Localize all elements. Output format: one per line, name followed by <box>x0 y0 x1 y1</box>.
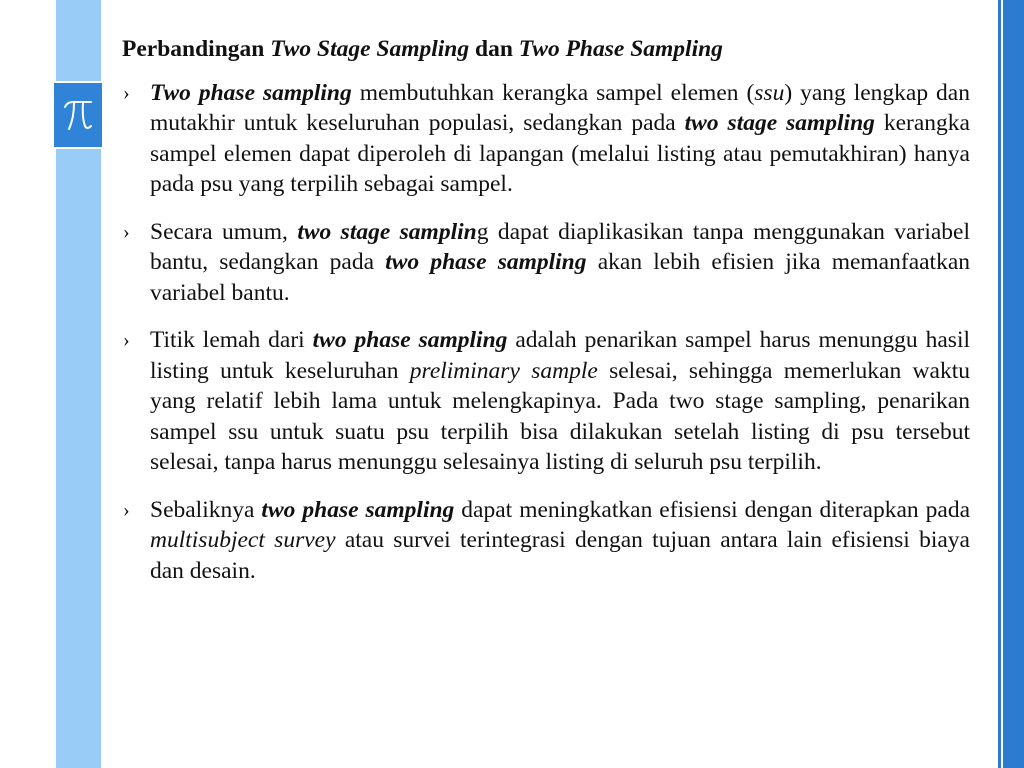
title-text: dan <box>469 36 519 62</box>
item-text: akan lebih efisien jika memanfaatkan variabel bantu. <box>150 249 971 306</box>
bullet-item-2 <box>122 217 970 309</box>
item-text: dapat meningkatkan efisiensi dengan diterapkan pada <box>454 496 971 523</box>
term-two-phase: two phase sampling <box>312 327 508 353</box>
right-bar-divider <box>1001 0 1003 768</box>
item-text: adalah penarikan sampel harus menunggu hasil listing untuk keseluruhan <box>150 327 970 384</box>
title-text: Perbandingan <box>122 36 271 62</box>
slide-title <box>122 34 970 65</box>
term-two-phase: Two phase sampling <box>150 79 352 106</box>
item-text: kerangka sampel elemen dapat diperoleh di lapangan (melalui listing atau pemutakhiran) hanya pada psu yang terpilih sebagai sampel. <box>150 110 970 197</box>
term-preliminary-sample: preliminary sample <box>409 357 598 384</box>
pi-icon <box>63 98 93 132</box>
title-term-two-phase: Two Phase Sampling <box>518 36 723 62</box>
item-text: Titik lemah dari <box>150 327 313 353</box>
item-text: g dapat diaplikasikan tanpa menggunakan variabel bantu, sedangkan pada <box>150 218 970 275</box>
term-two-stage: two stage samplin <box>297 218 477 245</box>
bullet-chevron-icon: › <box>123 329 130 351</box>
item-text: Secara umum, <box>150 218 298 245</box>
title-term-two-stage: Two Stage Sampling <box>270 36 470 62</box>
bullet-chevron-icon: › <box>123 498 130 521</box>
bullet-item-3 <box>122 325 970 478</box>
bullet-chevron-icon: › <box>123 81 130 104</box>
item-text: selesai, sehingga memerlukan waktu yang relatif lebih lama untuk melengkapinya. Pada two stage sampling, penarikan sampel ssu untuk suatu psu terpilih bisa dilakukan setelah listing di psu tersebut selesai, tanpa harus menunggu selesainya listing di seluruh psu terpilih. <box>150 357 970 475</box>
term-two-phase: two phase sampling <box>385 249 587 275</box>
term-two-phase: two phase sampling <box>261 496 455 523</box>
bullet-chevron-icon: › <box>123 220 130 243</box>
term-ssu: ssu <box>754 79 785 106</box>
item-text: membutuhkan kerangka sampel elemen ( <box>351 79 755 106</box>
item-text: atau survei terintegrasi dengan tujuan antara lain efisiensi biaya dan desain. <box>150 527 970 584</box>
bullet-item-4 <box>122 495 970 587</box>
item-text: ) yang lengkap dan mutakhir untuk keseluruhan populasi, sedangkan pada <box>150 79 970 136</box>
bullet-item-1 <box>122 78 970 200</box>
term-two-stage: two stage sampling <box>684 110 875 136</box>
pi-icon-box <box>54 81 102 149</box>
term-multisubject-survey: multisubject survey <box>150 527 336 553</box>
item-text: Sebaliknya <box>150 496 262 523</box>
slide-content <box>122 34 970 603</box>
